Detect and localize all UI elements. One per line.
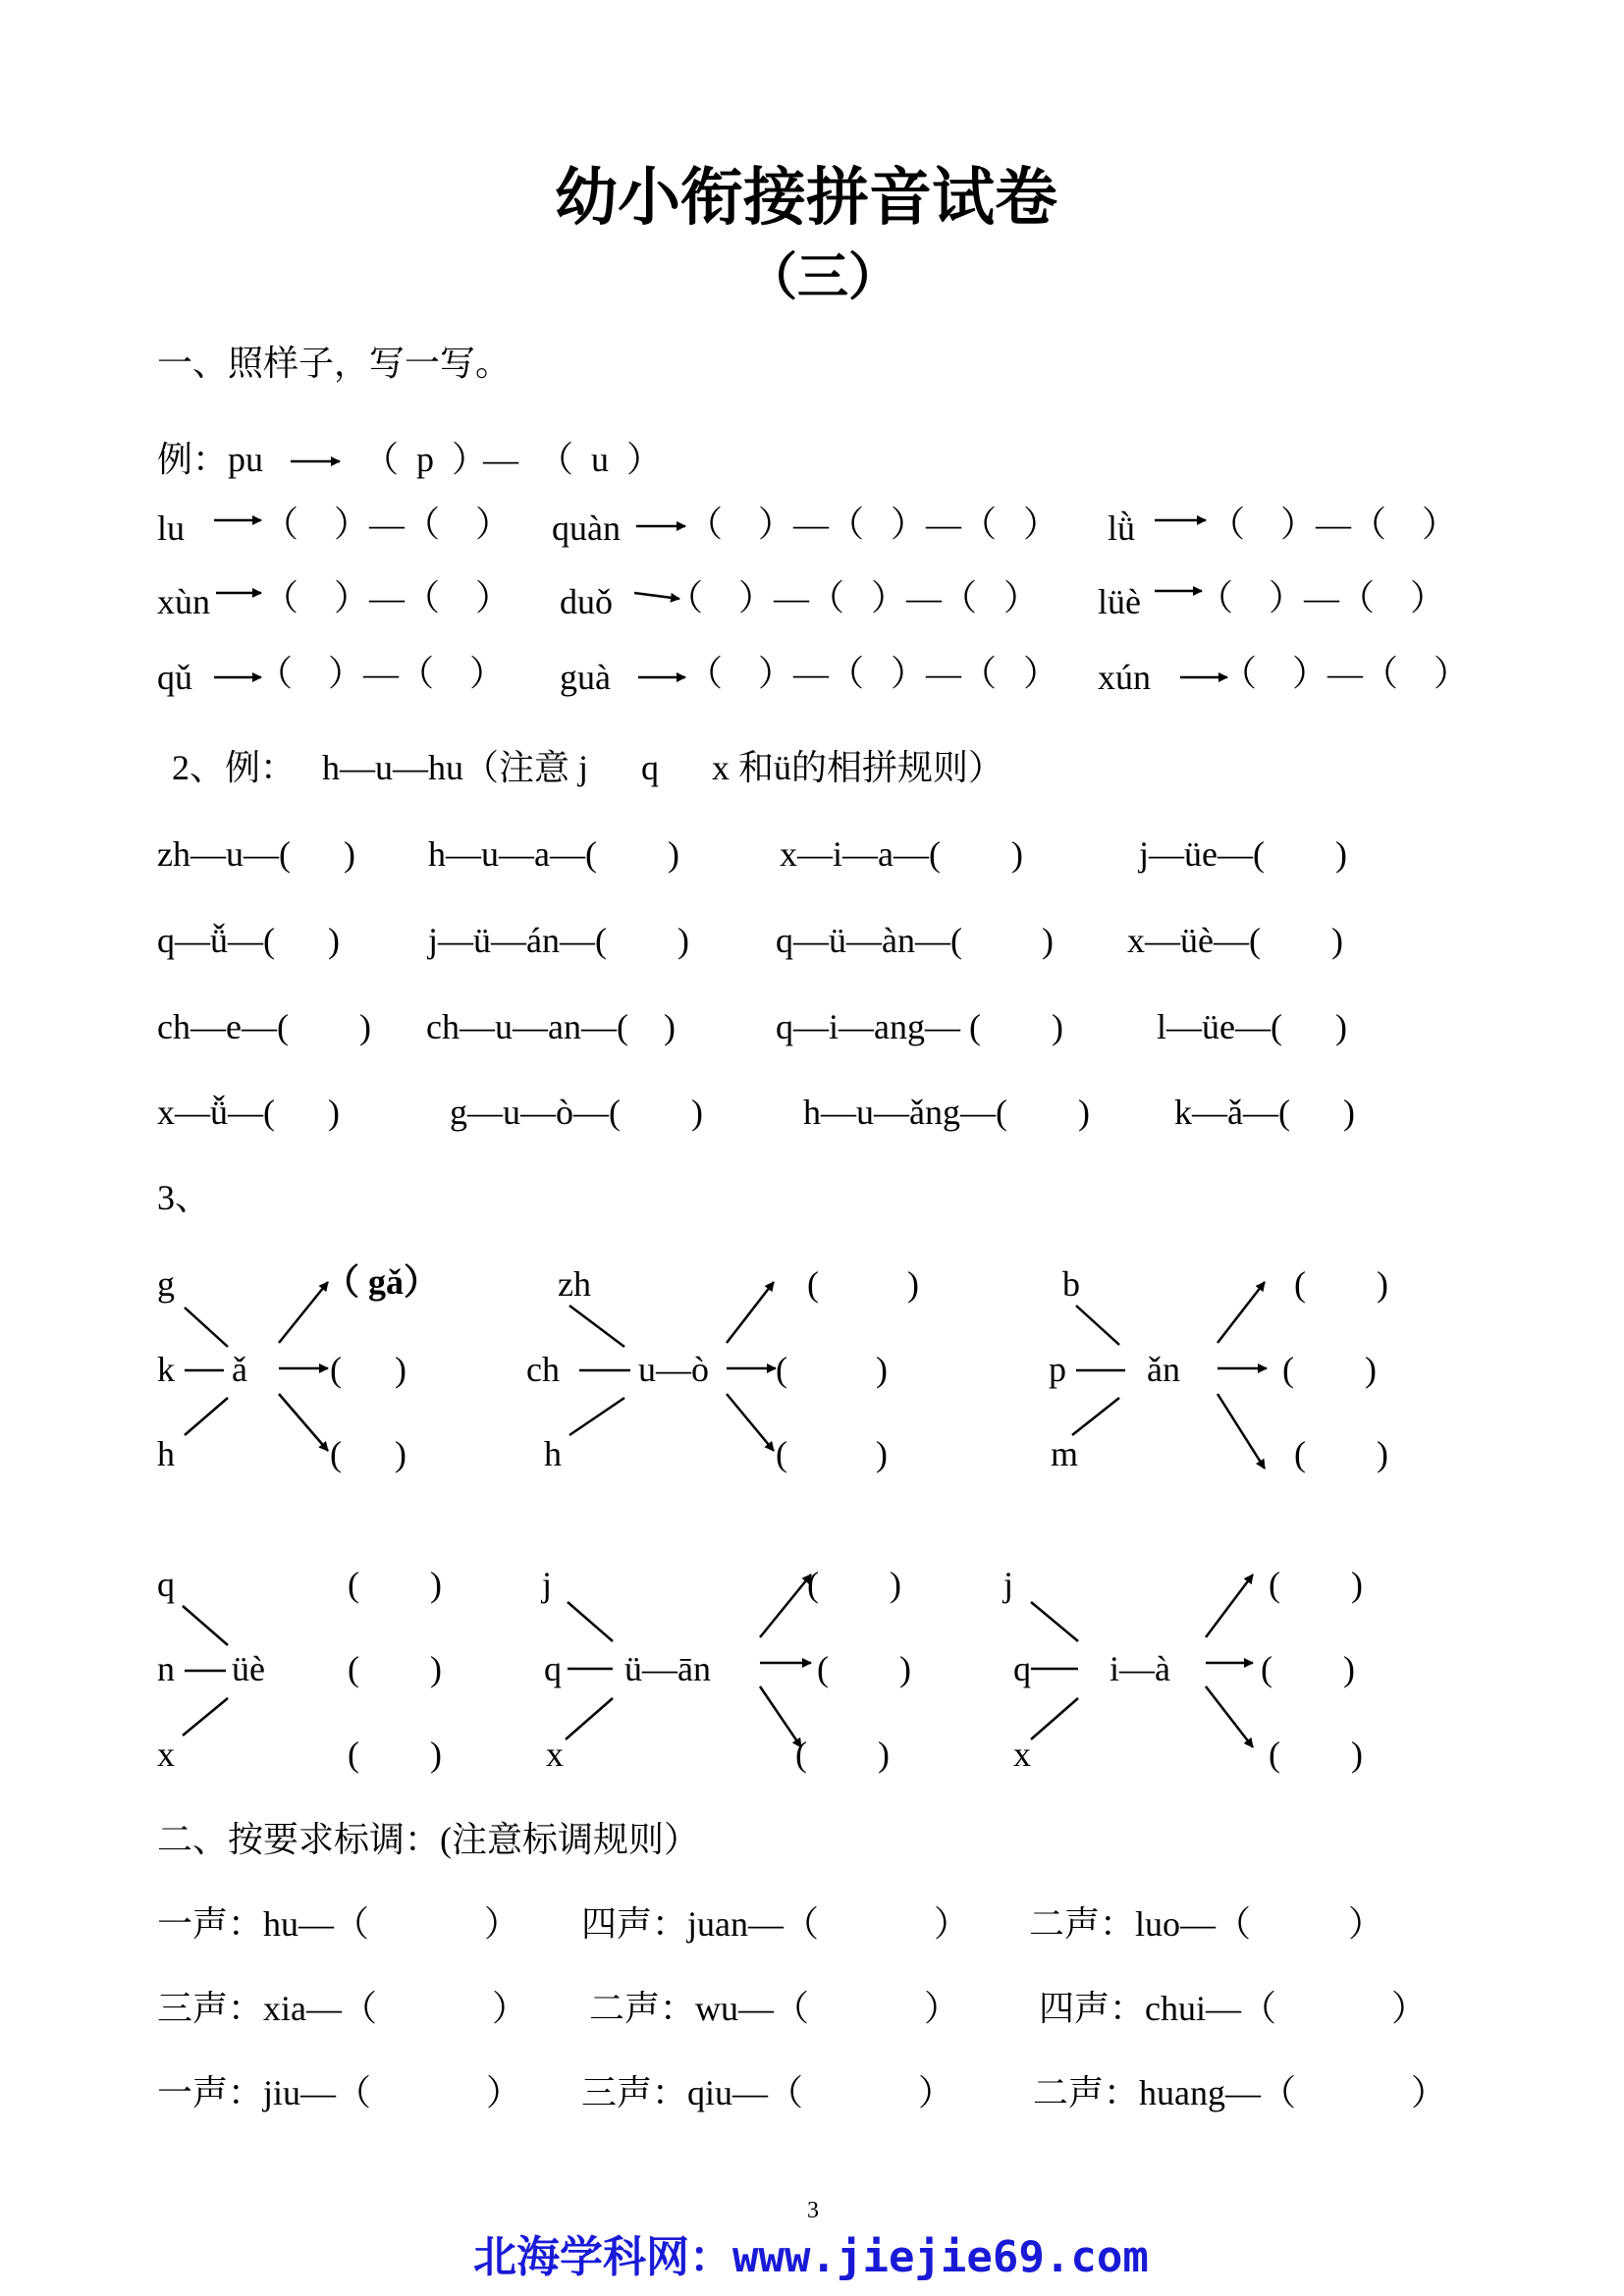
initial-letter: k: [157, 1350, 175, 1389]
final-syllable: i—à: [1110, 1649, 1170, 1688]
split-answer: （ ）—（ ）: [1221, 654, 1470, 693]
section1-heading: 一、照样子，写一写。: [157, 344, 512, 383]
answer-blank: ( ): [1294, 1434, 1388, 1473]
section2-heading: 2、例： h—u—hu（注意 j q x 和ü的相拼规则）: [172, 748, 1004, 787]
split-syllable: lǜ: [1108, 508, 1136, 548]
section3-heading: 3、: [157, 1178, 211, 1217]
tone-item: 一声：hu—（ ）: [157, 1904, 520, 1944]
split-syllable: qǔ: [157, 658, 192, 697]
initial-letter: n: [157, 1649, 175, 1688]
split-syllable: duǒ: [560, 582, 613, 621]
answer-blank: ( ): [330, 1350, 406, 1389]
connector-line: [1072, 1398, 1119, 1435]
tone-item: 二声：huang—（ ）: [1033, 2073, 1446, 2112]
combine-item: k—ǎ—( ): [1174, 1093, 1355, 1132]
arrow-icon: [634, 593, 679, 599]
combine-item: h—u—a—( ): [428, 834, 679, 874]
connector-line: [566, 1698, 613, 1739]
example-label: 例：pu: [157, 440, 264, 479]
split-syllable: guà: [560, 658, 611, 697]
split-syllable: xún: [1098, 658, 1151, 697]
final-syllable: ü—ān: [624, 1649, 711, 1688]
answer-blank: ( ): [776, 1350, 888, 1389]
initial-letter: x: [157, 1735, 175, 1774]
tone-item: 二声：wu—（ ）: [589, 1989, 959, 2028]
initial-letter: ch: [526, 1350, 560, 1389]
section4-heading: 二、按要求标调：(注意标调规则）: [157, 1820, 699, 1859]
initial-letter: b: [1062, 1264, 1080, 1304]
initial-letter: j: [1003, 1565, 1014, 1604]
combine-item: j—üe—( ): [1139, 834, 1347, 874]
footer-site-name: 北海学科网：: [473, 2232, 732, 2282]
answer-blank: ( ): [807, 1565, 901, 1604]
tone-item: 二声：luo—（ ）: [1029, 1904, 1384, 1944]
connector-line: [1031, 1602, 1078, 1641]
example-answer-1: （ p ）: [363, 440, 488, 479]
tone-item: 四声：juan—（ ）: [581, 1904, 969, 1944]
split-answer: （ ）—（ ）: [263, 505, 512, 544]
combine-item: h—u—ǎng—( ): [803, 1093, 1090, 1132]
combine-item: l—üe—( ): [1157, 1007, 1347, 1046]
initial-letter: q: [1013, 1649, 1031, 1688]
initial-letter: x: [1013, 1735, 1031, 1774]
answer-blank: ( ): [330, 1434, 406, 1473]
split-syllable: lüè: [1098, 582, 1141, 621]
connector-line: [185, 1398, 228, 1435]
connector-line: [1076, 1306, 1119, 1345]
answer-blank: ( ): [1294, 1264, 1388, 1304]
combine-item: x—ǚ—( ): [157, 1093, 340, 1132]
arrow-icon: [1218, 1282, 1265, 1343]
split-syllable: lu: [157, 508, 186, 548]
connector-line: [183, 1606, 228, 1645]
initial-letter: x: [546, 1735, 564, 1774]
split-answer: （ ）—（ ）: [1210, 505, 1458, 544]
final-syllable: ǎn: [1147, 1350, 1180, 1389]
answer-blank: ( ): [1282, 1350, 1377, 1389]
initial-letter: j: [542, 1565, 553, 1604]
initial-letter: m: [1051, 1434, 1079, 1473]
arrow-icon: [760, 1686, 801, 1747]
initial-letter: q: [544, 1649, 562, 1688]
tone-item: 一声：jiu—（ ）: [157, 2073, 522, 2112]
connector-line: [183, 1698, 228, 1735]
arrow-icon: [1206, 1686, 1253, 1747]
answer-blank: ( ): [795, 1735, 890, 1774]
final-syllable: u—ò: [638, 1350, 709, 1389]
answer-blank: ( ): [817, 1649, 911, 1688]
split-answer: （ ）—（ ）—（ ）: [687, 654, 1059, 693]
connector-line: [185, 1308, 228, 1347]
split-syllable: quàn: [552, 508, 621, 548]
answer-blank: ( ): [348, 1649, 442, 1688]
answer-blank: ( ): [1261, 1649, 1355, 1688]
split-answer: （ ）—（ ）: [257, 654, 506, 693]
answer-blank: ( ): [1269, 1735, 1363, 1774]
arrow-icon: [1206, 1575, 1253, 1637]
combine-item: x—üè—( ): [1127, 921, 1343, 960]
split-syllable: xùn: [157, 582, 210, 621]
example-dash: —: [483, 440, 518, 479]
arrow-icon: [1218, 1394, 1265, 1468]
final-syllable: ǎ: [232, 1350, 247, 1389]
combine-item: q—ü—àn—( ): [776, 921, 1054, 960]
combine-item: q—ǚ—( ): [157, 921, 340, 960]
initial-letter: h: [544, 1434, 562, 1473]
arrow-icon: [727, 1394, 774, 1451]
split-answer: （ ）—（ ）—（ ）: [687, 505, 1059, 544]
combine-item: x—i—a—( ): [780, 834, 1023, 874]
combine-item: ch—e—( ): [157, 1007, 371, 1046]
initial-letter: h: [157, 1434, 175, 1473]
combine-item: j—ü—án—( ): [428, 921, 689, 960]
combine-item: q—i—ang— ( ): [776, 1007, 1063, 1046]
arrow-icon: [760, 1575, 811, 1637]
split-answer: （ ）—（ ）: [263, 578, 512, 617]
example-answer-2: （ u ）: [538, 440, 663, 479]
page-title: 幼小衔接拼音试卷: [555, 163, 1057, 233]
tone-item: 三声：xia—（ ）: [157, 1989, 527, 2028]
final-syllable: üè: [232, 1649, 265, 1688]
split-answer: （ ）—（ ）: [1198, 578, 1446, 617]
answer-blank: ( ): [348, 1735, 442, 1774]
arrow-icon: [727, 1282, 774, 1343]
connector-line: [568, 1602, 613, 1641]
tone-item: 三声：qiu—（ ）: [581, 2073, 954, 2112]
initial-letter: q: [157, 1565, 175, 1604]
combine-item: ch—u—an—( ): [426, 1007, 676, 1046]
initial-letter: g: [157, 1264, 175, 1304]
combine-item: zh—u—( ): [157, 834, 355, 874]
tone-item: 四声：chui—（ ）: [1039, 1989, 1427, 2028]
connector-line: [569, 1306, 624, 1347]
split-answer: （ ）—（ ）—（ ）: [668, 578, 1040, 617]
answer-blank: ( ): [1269, 1565, 1363, 1604]
footer-url: www.jiejie69.com: [732, 2232, 1149, 2282]
answer-blank: ( ): [807, 1264, 919, 1304]
connector-line: [1031, 1698, 1078, 1739]
initial-letter: p: [1049, 1350, 1066, 1389]
initial-letter: zh: [558, 1264, 591, 1304]
connector-line: [569, 1398, 624, 1435]
page-number: 3: [807, 2198, 819, 2223]
page-subtitle: （三）: [746, 250, 900, 306]
combine-item: g—u—ò—( ): [450, 1093, 703, 1132]
answer-blank: （ gǎ）: [324, 1262, 440, 1302]
answer-blank: ( ): [348, 1565, 442, 1604]
arrow-icon: [279, 1282, 328, 1343]
answer-blank: ( ): [776, 1434, 888, 1473]
arrow-icon: [279, 1394, 328, 1451]
